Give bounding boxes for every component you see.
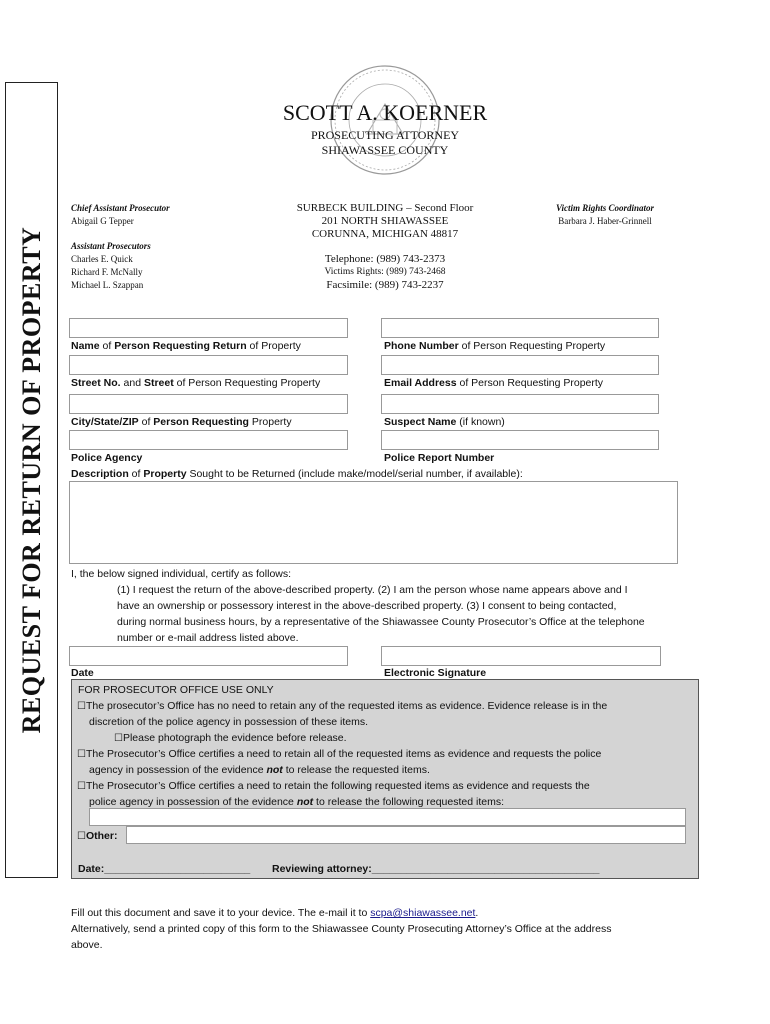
phone-field[interactable] [381, 318, 659, 338]
suspect-label: Suspect Name (if known) [384, 416, 505, 428]
checkbox-icon[interactable]: ☐ [77, 781, 86, 792]
suspect-field[interactable] [381, 394, 659, 414]
certify-intro: I, the below signed individual, certify as follows: [71, 568, 292, 580]
assistants-title: Assistant Prosecutors [71, 241, 151, 251]
phone-label: Phone Number of Person Requesting Property [384, 340, 606, 352]
address-line: SURBECK BUILDING – Second Floor [296, 202, 474, 214]
date-field[interactable] [69, 646, 348, 666]
office-address [240, 202, 530, 292]
email-label: Email Address of Person Requesting Property [384, 377, 604, 389]
chief-title: Chief Assistant Prosecutor [71, 203, 170, 213]
office-option-1-cont: discretion of the police agency in possession of these items. [89, 716, 368, 728]
checkbox-icon[interactable]: ☐ [114, 733, 123, 744]
prosecutor-name: SCOTT A. KOERNER [282, 100, 488, 125]
footer-alt-line-end: above. [71, 939, 103, 951]
office-option-1: ☐The prosecutor’s Office has no need to retain any of the requested items as evidence. Evidence release is in the [77, 700, 608, 712]
office-other: ☐Other: [77, 830, 118, 842]
telephone: Telephone: (989) 743-2373 [324, 253, 446, 265]
victim-coordinator-title: Victim Rights Coordinator [555, 203, 655, 213]
email-field[interactable] [381, 355, 659, 375]
office-heading: FOR PROSECUTOR OFFICE USE ONLY [78, 684, 274, 696]
report-number-field[interactable] [381, 430, 659, 450]
agency-field[interactable] [69, 430, 348, 450]
assistant-name: Michael L. Szappan [71, 280, 144, 290]
reviewing-attorney-line: Reviewing attorney:_______________________________________ [272, 863, 600, 875]
city-field[interactable] [69, 394, 348, 414]
checkbox-icon[interactable]: ☐ [77, 701, 86, 712]
report-number-label: Police Report Number [384, 452, 495, 464]
date-label: Date [71, 667, 94, 679]
side-title: REQUEST FOR RETURN OF PROPERTY [17, 226, 46, 734]
office-option-2: ☐The Prosecutor’s Office certifies a need to retain all of the requested items as evidence and requests the police [77, 748, 602, 760]
street-field[interactable] [69, 355, 348, 375]
footer-instructions: Fill out this document and save it to your device. The e-mail it to scpa@shiawassee.net. [71, 907, 479, 919]
office-option-3-cont: police agency in possession of the evidence not to release the following requested items: [89, 796, 504, 808]
description-field[interactable] [69, 481, 678, 564]
certify-text: (1) I request the return of the above-described property. (2) I am the person whose name appears above and I have an ownership or possessory interest in the above-described property. (3) I consent to being contacted, during normal business hours, by a representative of the Shiawassee County Prosecutor’s Office at the telephone number or e-mail address listed above. [117, 584, 645, 644]
signature-label: Electronic Signature [384, 667, 487, 679]
assistant-name: Richard F. McNally [71, 267, 143, 277]
address-line: CORUNNA, MICHIGAN 48817 [311, 228, 459, 240]
address-line: 201 NORTH SHIAWASSEE [321, 215, 449, 227]
victims-phone: Victims Rights: (989) 743-2468 [324, 267, 446, 277]
prosecutor-title: PROSECUTING ATTORNEY [310, 128, 460, 142]
office-option-3: ☐The Prosecutor’s Office certifies a need to retain the following requested items as evidence and requests the [77, 780, 590, 792]
other-field[interactable] [126, 826, 686, 844]
county-name: SHIAWASSEE COUNTY [321, 143, 449, 157]
street-label: Street No. and Street of Person Requesting Property [71, 377, 321, 389]
office-date-line: Date:_________________________ [78, 863, 251, 875]
office-option-2-cont: agency in possession of the evidence not to release the requested items. [89, 764, 430, 776]
assistant-name: Charles E. Quick [71, 254, 133, 264]
footer-alt-line: Alternatively, send a printed copy of this form to the Shiawassee County Prosecuting Attorney’s Office at the address [71, 923, 612, 935]
victim-coordinator-name: Barbara J. Haber-Grinnell [558, 216, 652, 226]
city-label: City/State/ZIP of Person Requesting Property [71, 416, 292, 428]
description-label: Description of Property Sought to be Returned (include make/model/serial number, if available): [71, 468, 523, 480]
retained-items-field[interactable] [89, 808, 686, 826]
staff-left [71, 202, 170, 292]
fax: Facsimile: (989) 743-2237 [326, 279, 444, 291]
agency-label: Police Agency [71, 452, 143, 464]
chief-name: Abigail G Tepper [71, 216, 134, 226]
office-option-1-sub: ☐Please photograph the evidence before release. [114, 732, 347, 744]
checkbox-icon[interactable]: ☐ [77, 749, 86, 760]
email-link[interactable]: scpa@shiawassee.net [370, 907, 476, 919]
staff-right [540, 202, 670, 228]
name-field[interactable] [69, 318, 348, 338]
signature-field[interactable] [381, 646, 661, 666]
name-label: Name of Person Requesting Return of Property [71, 340, 301, 352]
checkbox-icon[interactable]: ☐ [77, 831, 86, 842]
